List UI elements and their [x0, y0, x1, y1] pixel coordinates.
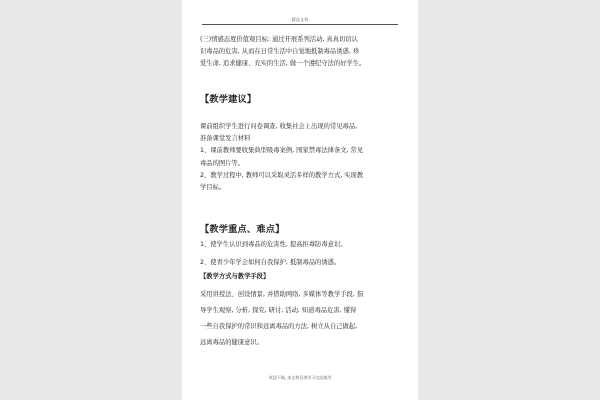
- key-point-item: 2、使青少年学会如何自我保护, 抵制毒品的诱惑。: [200, 259, 341, 266]
- suggestion-line: 1、课前教师要收集典型吸毒案例, 国家禁毒法律条文, 常见: [200, 147, 364, 155]
- document-page: [182, 0, 418, 400]
- key-point-item: 1、使学生认识到毒品的危害性, 提高拒毒防毒意识。: [200, 241, 347, 248]
- teaching-suggestion-section: [200, 93, 400, 106]
- emotion-goal-paragraph: [200, 34, 400, 71]
- suggestion-line: 准备课堂发言材料: [200, 135, 251, 143]
- methods-section: [200, 271, 400, 283]
- goal-line: 爱生命, 追求健康、充实的生活, 做一个遵纪守法的好学生。: [200, 60, 366, 68]
- goal-line: (三)情感态度价值观目标: 通过开展系列活动, 真真切切认: [200, 36, 358, 43]
- goal-line: 识毒品的危害, 从而在日常生活中自觉地抵制毒品诱惑, 珍: [200, 48, 360, 56]
- methods-line: 一些自我保护的常识和远离毒品的方法, 树立从自己做起,: [200, 323, 358, 330]
- header-divider: [202, 24, 398, 25]
- key-points-list-2: [200, 257, 400, 269]
- key-points-list: [200, 239, 400, 251]
- section-heading: 【教学重点、难点】: [200, 224, 285, 235]
- methods-line: 远离毒品的健康意识。: [200, 339, 263, 346]
- methods-line: 导学生观察, 分析, 探究, 研讨, 活动, 知道毒品危害, 懂得: [200, 307, 357, 314]
- key-points-section: [200, 223, 400, 236]
- suggestion-line: 毒品的图片等。: [200, 159, 245, 167]
- methods-line: 采用讲授法、创设情景, 并借助网络, 多媒体等教学手段, 指: [200, 291, 364, 298]
- suggestion-paragraphs: [200, 121, 400, 194]
- suggestion-line: 2、教学过程中, 教师可以采取灵活多样的教学方式, 实现教: [200, 171, 364, 179]
- page-footer: 欢迎下载, 本文档仅供学习交流使用: [268, 375, 332, 380]
- methods-subheading: 【教学方式与教学手段】: [200, 273, 270, 280]
- section-heading: 【教学建议】: [200, 94, 257, 105]
- page-header: 精品文档: [291, 17, 309, 22]
- suggestion-line: 学目标。: [200, 184, 226, 192]
- suggestion-line: 课前组织学生进行问卷调查, 收集社会上出现的常见毒品,: [200, 123, 358, 130]
- methods-paragraph: [200, 287, 400, 351]
